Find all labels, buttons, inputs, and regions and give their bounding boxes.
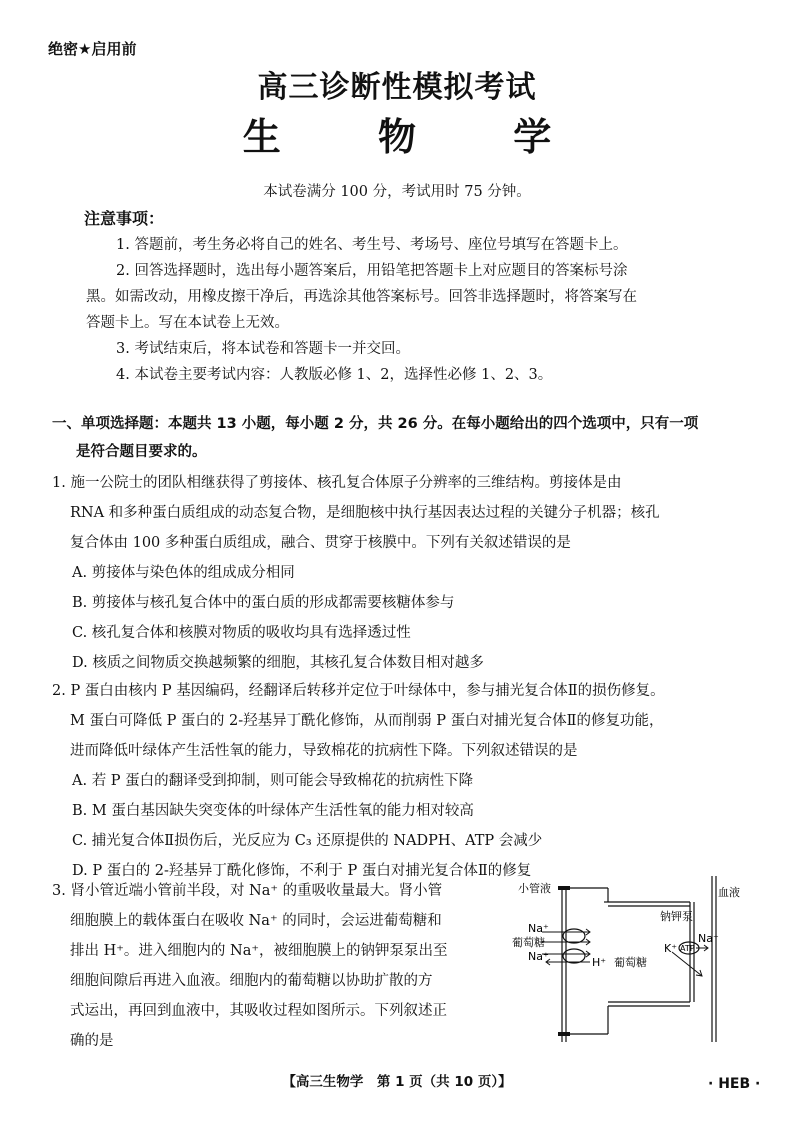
q1-option-a: A. 剪接体与染色体的组成成分相同: [72, 565, 295, 581]
notice-line-4: 答题卡上。写在本试卷上无效。: [86, 315, 289, 331]
q1-option-c: C. 核孔复合体和核膜对物质的吸收均具有选择透过性: [72, 625, 411, 641]
q2-option-c: C. 捕光复合体Ⅱ损伤后，光反应为 C₃ 还原提供的 NADPH、ATP 会减少: [72, 833, 543, 849]
pump-label: 钠钾泵: [660, 910, 693, 923]
notice-line-2: 2. 回答选择题时，选出每小题答案后，用铅笔把答题卡上对应题目的答案标号涂: [116, 263, 628, 279]
q1-option-b: B. 剪接体与核孔复合体中的蛋白质的形成都需要核糖体参与: [72, 595, 455, 611]
notice-line-6: 4. 本试卷主要考试内容：人教版必修 1、2，选择性必修 1、2、3。: [116, 367, 553, 383]
na-label-1: Na⁺: [528, 922, 549, 935]
notice-heading: 注意事项：: [84, 209, 165, 228]
q2-stem-line: 进而降低叶绿体产生活性氧的能力，导致棉花的抗病性下降。下列叙述错误的是: [70, 743, 578, 759]
confidential-label: 绝密★启用前: [48, 40, 137, 58]
question-2: [52, 676, 752, 886]
tight-junction: [558, 886, 570, 890]
q1-stem-line: 复合体由 100 多种蛋白质组成，融合、贯穿于核膜中。下列有关叙述错误的是: [70, 535, 571, 551]
q3-stem-line: 细胞间隙后再进入血液。细胞内的葡萄糖以协助扩散的方: [70, 973, 433, 989]
notice-line-5: 3. 考试结束后，将本试卷和答题卡一并交回。: [116, 341, 410, 357]
exam-title: 高三诊断性模拟考试: [257, 70, 537, 105]
section-heading-line-1: 一、单项选择题：本题共 13 小题，每小题 2 分，共 26 分。在每小题给出的四个选项中，只有一项: [52, 416, 699, 432]
blood-label: 血液: [718, 886, 740, 899]
q2-stem-line: 2. P 蛋白由核内 P 基因编码，经翻译后转移并定位于叶绿体中，参与捕光复合体Ⅱ的损伤修复。: [52, 683, 665, 699]
q2-option-a: A. 若 P 蛋白的翻译受到抑制，则可能会导致棉花的抗病性下降: [72, 773, 474, 789]
footer-code: · HEB ·: [708, 1076, 761, 1092]
q2-option-b: B. M 蛋白基因缺失突变体的叶绿体产生活性氧的能力相对较高: [72, 803, 474, 819]
section-heading-line-2: 是符合题目要求的。: [76, 444, 207, 460]
lumen-label: 小管液: [518, 882, 551, 895]
h-label: H⁺: [592, 956, 607, 969]
atp-label: ATP: [680, 944, 695, 953]
tight-junction: [558, 1032, 570, 1036]
na-label-2: Na⁺: [528, 950, 549, 963]
page-footer: 【高三生物学 第 1 页（共 10 页）】: [282, 1074, 512, 1090]
q1-stem-line: RNA 和多种蛋白质组成的动态复合物，是细胞核中执行基因表达过程的关键分子机器；核孔: [70, 505, 660, 521]
q3-stem-line: 3. 肾小管近端小管前半段，对 Na⁺ 的重吸收量最大。肾小管: [52, 883, 443, 899]
question-3: [52, 876, 512, 1056]
question-1: [52, 468, 752, 678]
q2-option-d: D. P 蛋白的 2-羟基异丁酰化修饰，不利于 P 蛋白对捕光复合体Ⅱ的修复: [72, 863, 532, 879]
q3-stem-line: 细胞膜上的载体蛋白在吸收 Na⁺ 的同时，会运进葡萄糖和: [70, 913, 442, 929]
q3-stem-line: 式运出，再回到血液中，其吸收过程如图所示。下列叙述正: [70, 1003, 447, 1019]
kidney-tubule-diagram: [512, 872, 744, 1044]
k-label: K⁺: [664, 942, 678, 955]
glucose-label-2: 葡萄糖: [614, 956, 647, 969]
na-label-3: Na⁺: [698, 932, 719, 945]
glucose-out-arrow: [672, 952, 702, 976]
section-heading: [52, 410, 752, 466]
q3-stem-line: 确的是: [70, 1033, 114, 1049]
exam-meta: 本试卷满分 100 分，考试用时 75 分钟。: [263, 184, 531, 200]
q1-option-d: D. 核质之间物质交换越频繁的细胞，其核孔复合体数目相对越多: [72, 655, 484, 671]
q2-stem-line: M 蛋白可降低 P 蛋白的 2-羟基异丁酰化修饰，从而削弱 P 蛋白对捕光复合体Ⅱ的修复功能，: [70, 713, 664, 729]
subject-title: 生 物 学: [242, 114, 594, 159]
q3-stem-line: 排出 H⁺。进入细胞内的 Na⁺，被细胞膜上的钠钾泵泵出至: [70, 943, 448, 959]
notice-line-1: 1. 答题前，考生务必将自己的姓名、考生号、考场号、座位号填写在答题卡上。: [116, 237, 628, 253]
glucose-label-1: 葡萄糖: [512, 936, 545, 949]
notice-line-3: 黑。如需改动，用橡皮擦干净后，再选涂其他答案标号。回答非选择题时，将答案写在: [86, 289, 637, 305]
q1-stem-line: 1. 施一公院士的团队相继获得了剪接体、核孔复合体原子分辨率的三维结构。剪接体是由: [52, 475, 622, 491]
